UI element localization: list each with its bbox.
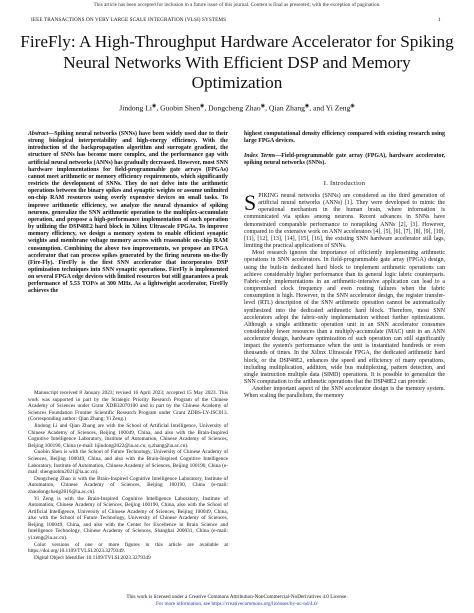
drop-cap: S xyxy=(244,190,257,215)
intro-paragraph: Another important aspect of the SNN accelerator design is the memory system. When scaling the parallelism, the memory xyxy=(244,386,445,400)
index-terms-label: Index Terms— xyxy=(244,153,282,159)
orcid-mark: ◉ xyxy=(260,104,266,109)
footnote-manuscript: Manuscript received 8 January 2023; revised 16 April 2023; accepted 15 May 2023. This work was supported in part by the Strategic Priority Research Program of the Chinese Academy of Sciences under Grant XDB32070100 and in part by the Chinese Academy of Sciences Foundation Frontier Scientific Research Program under Grant ZDBS-LY-JSC013. (Corresponding author: Qian Zhang; Yi Zeng.) xyxy=(28,390,228,423)
acceptance-notice: This article has been accepted for inclusion in a future issue of this journal. Content is final as presented, with the exception of pagination. xyxy=(93,2,381,8)
footnote-color: Color versions of one or more figures in this article are available at https://doi.org/10.1109/TVLSI.2023.3279349. xyxy=(28,541,228,555)
footnotes xyxy=(28,390,228,561)
intro-paragraph: SPIKING neural networks (SNNs) are considered as the third generation of artificial neural networks (ANNs) [1]. They were developed to mimic the operational mechanism in the human brain, where information is communicated via spikes among neurons. Recent advances in SNNs have demonstrated comparable performance to nonspiking ANNs [2], [3]. However, compared to the extensive work on ANN accelerators [4], [5], [6], [7], [8], [9], [10], [11], [12], [13], [14], [15], [16], the existing SNN hardware accelerator still lags, limiting the practical applications of SNNs. xyxy=(244,190,445,250)
section-heading: I. Introduction xyxy=(323,180,366,187)
index-terms-text: Field-programmable gate array (FPGA), hardware accelerator, spiking neural networks (SNNs). xyxy=(244,153,445,167)
author-name: Jindong Li xyxy=(119,103,152,113)
author-name: and Yi Zeng xyxy=(313,103,351,113)
license-link[interactable]: For more information, see https://creativecommons.org/licenses/by-nc-nd/4.0/ xyxy=(156,600,318,607)
abstract xyxy=(28,131,228,296)
author-list: Jindong Li◉, Guobin Shen◉, Dongcheng Zhao◉, Qian Zhang◉, and Yi Zeng◉ xyxy=(119,103,355,113)
orcid-mark: ◉ xyxy=(200,104,205,109)
index-terms xyxy=(244,153,445,167)
footnote-affiliation: Jindong Li and Qian Zhang are with the School of Artificial Intelligence, University of Chinese Academy of Sciences, Beijing 100049, China, and also with the Brain-Inspired Cognitive Intelligence Laboratory, Institute of Automation, Chinese Academy of Sciences, Beijing 100190, China (e-mail: lijindong2022@ia.ac.cn; q.zhang@ia.ac.cn). xyxy=(28,422,228,449)
abstract-continuation: highest computational density efficiency compared with existing research using large FPGA devices. xyxy=(244,131,445,145)
page-number: 1 xyxy=(438,17,441,23)
abstract-text: Spiking neural networks (SNNs) have been widely used due to their strong biological interpretability and high-energy efficiency. With the introduction of the backpropagation algorithm and surrogate gradient, the structure of SNNs has become more complex, and the performance gap with artificial neural networks (ANNs) has gradually decreased. However, most SNN hardware implementations for field-programmable gate arrays (FPGAs) cannot meet arithmetic or memory efficiency requirements, which significantly restricts the development of SNNs. They do not delve into the arithmetic operations between the binary spikes and synaptic weights or assume unlimited on-chip RAM resources using overly expensive devices on small tasks. To improve arithmetic efficiency, we analyze the neural dynamics of spiking neurons, generalize the SNN arithmetic operation to the multiplex-accumulate operation, and propose a high-performance implementation of such operation by utilizing the DSP48E2 hard block in Xilinx Ultrascale FPGAs. To improve memory efficiency, we design a memory system to enable efficient synaptic weights and membrane voltage memory access with reasonable on-chip RAM consumption. Combining the above two improvements, we propose an FPGA accelerator that can process spikes generated by the firing neurons on-the-fly (Fire-Fly). FireFly is the first SNN accelerator that incorporates DSP optimization techniques into SNN synaptic operations. FireFly is implemented on several FPGA edge devices with limited resources but still guarantees a peak performance of 5.53 TOP/s at 300 MHz. As a lightweight accelerator, FireFly achieves the xyxy=(28,131,228,295)
paper-title: FireFly: A High-Throughput Hardware Accelerator for Spiking Neural Networks With Efficient DSP and Memory Optimization xyxy=(20,32,454,93)
author-name: Guobin Shen xyxy=(160,103,200,113)
author-name: Dongcheng Zhao xyxy=(208,103,261,113)
footnote-affiliation: Yi Zeng is with the Brain-Inspired Cognitive Intelligence Laboratory, Institute of Automation, Chinese Academy of Sciences, Beijing 100190, China, also with the School of Artificial Intelligence, University of Chinese Academy of Sciences, Beijing 100049, China, also with the School of Future Technology, University of Chinese Academy of Sciences, Beijing 100049, China, and also with the Center for Excellence in Brain Science and Intelligence Technology, Chinese Academy of Sciences, Shanghai 200031, China (e-mail: yi.zeng@ia.ac.cn). xyxy=(28,495,228,542)
author-name: Qian Zhang xyxy=(268,103,305,113)
orcid-mark: ◉ xyxy=(350,104,355,109)
running-header-journal: IEEE TRANSACTIONS ON VERY LARGE SCALE INTEGRATION (VLSI) SYSTEMS xyxy=(31,17,227,23)
footnote-affiliation: Dongcheng Zhao is with the Brain-Inspired Cognitive Intelligence Laboratory, Institute of Automation, Chinese Academy of Sciences, Beijing 100190, China (e-mail: zhaodongcheng2016@ia.ac.cn). xyxy=(28,475,228,495)
orcid-mark: ◉ xyxy=(304,104,310,109)
abstract-label: Abstract— xyxy=(28,131,55,137)
orcid-mark: ◉ xyxy=(151,104,157,109)
license-footer xyxy=(0,594,474,607)
footnote-affiliation: Guobin Shen is with the School of Future Technology, University of Chinese Academy of Sciences, Beijing 100049, China, and also with the Brain-Inspired Cognitive Intelligence Laboratory, Institute of Automation, Chinese Academy of Sciences, Beijing 100190, China (e-mail: shenguobin2021@ia.ac.cn). xyxy=(28,449,228,476)
footnote-doi: Digital Object Identifier 10.1109/TVLSI.2023.3279349 xyxy=(34,554,151,561)
intro-paragraph: Most research ignores the importance of efficiently implementing arithmetic operations in SNN accelerators. In field-programmable gate array (FPGA) design, using the built-in dedicated hard block to implement arithmetic operations can achieve considerably higher performance than its general logic fabric counterparts. Fabric-only implementations in an arithmetic-intensive application can lead to a compromised clock frequency and even routing failures when the fabric consumption is high. However, in the SNN accelerator design, the register transfer-level (RTL) description of the SNN arithmetic operation cannot be automatically synthesized into the dedicated arithmetic hard block. Therefore, most SNN accelerators adopt the fabric-only implementation without further optimizations. Although a single arithmetic operation unit in an SNN accelerator consumes considerably fewer resources than a multiply-accumulate (MAC) unit in an ANN accelerator design, hardware optimization of such operation can still significantly impact the system's performance when the unit is instantiated hundreds or even thousands of times. In the Xilinx Ultrascale FPGA, the dedicated arithmetic hard block, or the DSP48E2, enhances the speed and efficiency of many operations, including multiplication, addition, wide bus multiplexing, pattern detection, and single instruction multiple data (SIMD) operations. It is possible to generalize the SNN computation to the arithmetic operations that the DSP48E2 can provide. xyxy=(244,250,445,386)
license-line: This work is licensed under a Creative Commons Attribution-NonCommercial-NoDerivatives 4.0 License. xyxy=(126,594,348,600)
introduction-body xyxy=(244,190,445,401)
